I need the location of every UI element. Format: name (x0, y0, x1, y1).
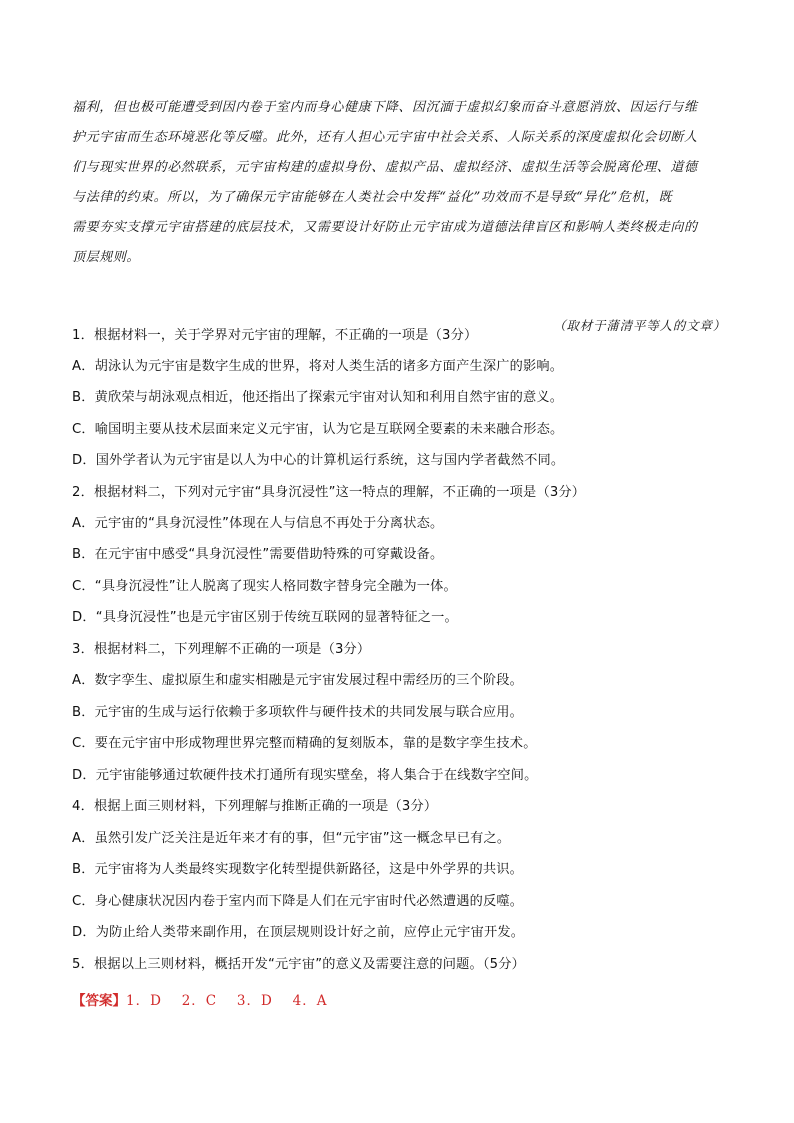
answer-option: A．数字孪生、虚拟原生和虚实相融是元宇宙发展过程中需经历的三个阶段。 (72, 673, 524, 688)
answer-option: D．元宇宙能够通过软硬件技术打通所有现实壁垒，将人集合于在线数字空间。 (72, 768, 538, 783)
question-stem: 2．根据材料二，下列对元宇宙“具身沉浸性”这一特点的理解，不正确的一项是（3分） (72, 485, 586, 500)
answer-option: C．“具身沉浸性”让人脱离了现实人格同数字替身完全融为一体。 (72, 579, 457, 594)
answer-option: C．喻国明主要从技术层面来定义元宇宙，认为它是互联网全要素的未来融合形态。 (72, 422, 564, 437)
answer-tag: 【答案】 (72, 993, 126, 1009)
answer-option: A．元宇宙的“具身沉浸性”体现在人与信息不再处于分离状态。 (72, 516, 444, 531)
answer-option: C．要在元宇宙中形成物理世界完整而精确的复刻版本，靠的是数字孪生技术。 (72, 736, 537, 751)
passage-paragraph (72, 93, 722, 273)
answer-option: B．元宇宙将为人类最终实现数字化转型提供新路径，这是中外学界的共识。 (72, 862, 524, 877)
answer-option: D．国外学者认为元宇宙是以人为中心的计算机运行系统，这与国内学者截然不同。 (72, 453, 565, 468)
answer-option: D．“具身沉浸性”也是元宇宙区别于传统互联网的显著特征之一。 (72, 610, 458, 625)
answer-items: 1．D 2．C 3．D 4．A (126, 993, 328, 1009)
answer-key (72, 989, 327, 1009)
question-stem: 1．根据材料一，关于学界对元宇宙的理解，不正确的一项是（3分） (72, 328, 478, 343)
passage-line: 顶层规则。 (72, 250, 141, 265)
answer-option: D．为防止给人类带来副作用，在顶层规则设计好之前，应停止元宇宙开发。 (72, 925, 525, 940)
passage-line: 与法律的约束。所以，为了确保元宇宙能够在人类社会中发挥“益化”功效而不是导致“异化”危机，既 (72, 190, 673, 205)
passage-line: 护元宇宙而生态环境恶化等反噬。此外，还有人担心元宇宙中社会关系、人际关系的深度虚拟化会切断人 (72, 130, 698, 145)
answer-option: B．元宇宙的生成与运行依赖于多项软件与硬件技术的共同发展与联合应用。 (72, 705, 524, 720)
source-citation: （取材于蒲清平等人的文章） (553, 318, 726, 333)
answer-option: B．黄欣荣与胡泳观点相近，他还指出了探索元宇宙对认知和利用自然宇宙的意义。 (72, 390, 564, 405)
passage-line: 福利，但也极可能遭受到因内卷于室内而身心健康下降、因沉湎于虚拟幻象而奋斗意愿消放、因运行与维 (72, 100, 698, 115)
answer-option: A．虽然引发广泛关注是近年来才有的事，但“元宇宙”这一概念早已有之。 (72, 831, 511, 846)
question-stem: 3．根据材料二，下列理解不正确的一项是（3分） (72, 642, 371, 657)
question-stem: 5．根据以上三则材料，概括开发“元宇宙”的意义及需要注意的问题。（5分） (72, 957, 526, 972)
answer-option: B．在元宇宙中感受“具身沉浸性”需要借助特殊的可穿戴设备。 (72, 547, 444, 562)
passage-line: 需要夯实支撑元宇宙搭建的底层技术，又需要设计好防止元宇宙成为道德法律盲区和影响人类终极走向的 (72, 220, 698, 235)
answer-option: A．胡泳认为元宇宙是数字生成的世界，将对人类生活的诸多方面产生深广的影响。 (72, 359, 564, 374)
answer-option: C．身心健康状况因内卷于室内而下降是人们在元宇宙时代必然遭遇的反噬。 (72, 894, 524, 909)
question-stem: 4．根据上面三则材料，下列理解与推断正确的一项是（3分） (72, 799, 438, 814)
passage-line: 们与现实世界的必然联系，元宇宙构建的虚拟身份、虚拟产品、虚拟经济、虚拟生活等会脱离伦理、道德 (72, 160, 698, 175)
